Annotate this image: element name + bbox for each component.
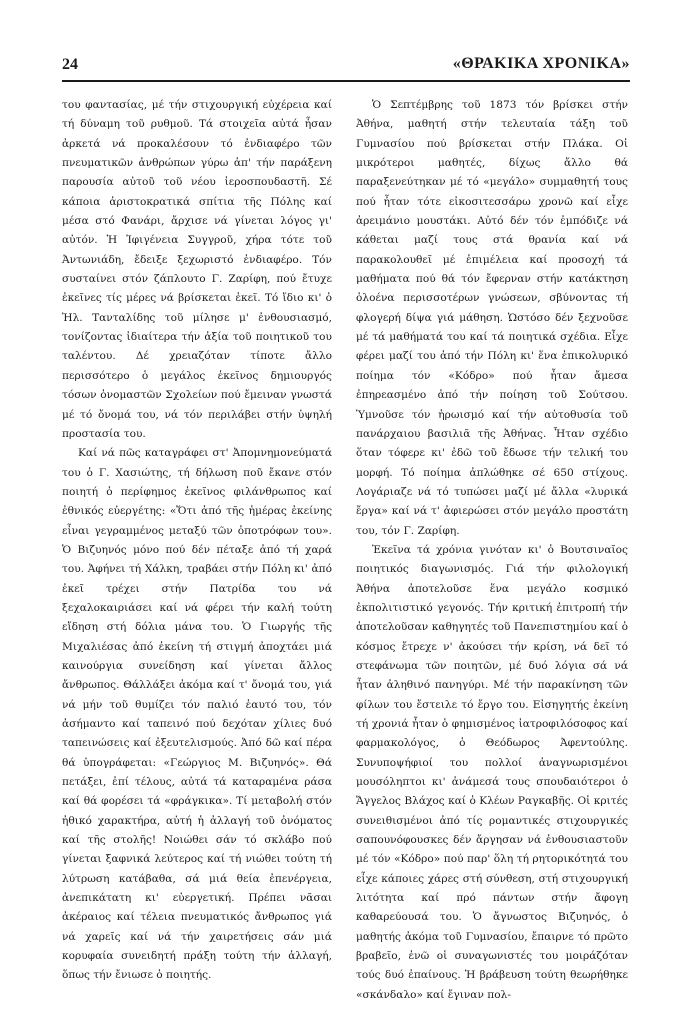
paragraph: Καί νά πῶς καταγράφει στ' Ἀπομνημονεύματά του ὁ Γ. Χασιώτης, τή δήλωση ποῦ ἔκανε στόν ποιητή ὁ περίφημος ἐκεῖνος φιλάνθρωπος καί ἐθνικός εὐεργέτης: «Ὅτι ἀπό τῆς ἡμέρας ἐκείνης εἶναι γεγραμμένος μεταξύ τῶν ὀποτρόφων του». Ὁ Βιζυηνός μόνο πού δέν πέταξε ἀπό τή χαρά του. Ἀφήνει τή Χάλκη, τραβάει στήν Πόλη κι' ἀπό ἐκεῖ τρέχει στήν Πατρίδα του νά ξεχαλοκαιριάσει καί νά φέρει τήν καλή τούτη εἴδηση στή δόλια μάνα του. Ὁ Γιωργής τῆς Μιχαλιέσας ἀπό ἐκείνη τή στιγμή ἀποχτάει μιά καινούργια συνείδηση καί γίνεται ἄλλος ἄνθρωπος. Θάλλάξει ἀκόμα καί τ' ὄνομά του, γιά νά μήν τοῦ θυμίζει τόν παλιό ἑαυτό του, τόν ἀσήμαντο καί ταπεινό πού δεχόταν χίλιες δυό ταπεινώσεις καί ἐξευτελισμούς. Ἀπό δῶ καί πέρα θά ὑπογράφεται: «Γεώργιος Μ. Βιζυηνός». Θά πετάξει, ἐπί τέλους, αὐτά τά καταραμένα ράσα καί θά φορέσει τά «φράγκικα». Τί μεταβολή στόν ἠθικό χαρακτήρα, αὐτή ἡ ἀλλαγή τοῦ ὀνόματος καί τῆς στολῆς! Νοιώθει σάν τό σκλάβο πού γίνεται ξαφνικά λεύτερος καί τή νιώθει τούτη τή λύτρωση κατάβαθα, σά μιά θεία ἐπενέργεια, ἀνεπικάτατη κι' εὐεργετική. Πρέπει νᾶσαι ἀκέραιος καί τέλεια πνευματικός ἄνθρωπος γιά νά χαρεῖς καί νά τήν χαιρετήσεις σάν μιά κορυφαία συνειδητή πράξη τούτη τήν ἀλλαγή, ὅπως τήν ἔνιωσε ὁ ποιητής. (62, 447, 332, 982)
page-header (62, 50, 630, 82)
paragraph: Ἐκεῖνα τά χρόνια γινόταν κι' ὁ Βουτσιναῖος ποιητικός διαγωνισμός. Γιά τήν φιλολογική Ἀθήνα ἀποτελοῦσε ἕνα μεγάλο κοσμικό ἐκπολιτιστικό γεγονός. Τήν κριτική ἐπιτροπή τήν ἀποτελοῦσαν καθηγητές τοῦ Πανεπιστημίου καί ὁ κόσμος ἔτρεχε ν' ἀκούσει τήν κρίση, νά δεῖ τό στεφάνωμα τῶν ποιητῶν, μέ δυό λόγια σά νά ἦταν ἀληθινό πανηγύρι. Μέ τήν παρακίνηση τῶν φίλων του ἔστειλε τό ἔργο του. Εἰσηγητής ἐκείνη τή χρονιά ἦταν ὁ φημισμένος ἰατροφιλόσοφος καί φαρμακολόγος, ὁ Θεόδωρος Ἀφεντούλης. Συνυποψήφιοί του πολλοί ἀναγνωρισμένοι μουσόληπτοι κι' ἀνάμεσά τους σπουδαιότεροι ὁ Ἄγγελος Βλάχος καί ὁ Κλέων Ραγκαβῆς. Οἱ κριτές συνειθισμένοι ἀπό τίς ρομαντικές στιχουργικές σαπουνόφουσκες δέν ἄργησαν νά ἐνθουσιαστοῦν μέ τόν «Κόδρο» πού παρ' ὅλη τή ρητορικότητά του εἶχε κάποιες χάρες στή σύνθεση, στή στιχουργική λιτότητα καί πρό πάντων στήν ἄφογη καθαρεύουσά του. Ὁ ἄγνωστος Βιζυηνός, ὁ μαθητής ἀκόμα τοῦ Γυμνασίου, ἔπαιρνε τό πρῶτο βραβεῖο, ἐνῶ οἱ συναγωνιστές του μοιράζόταν τούς δυό ἐπαίνους. Ἡ βράβευση τούτη θεωρήθηκε «σκάνδαλο» καί ἔγιναν πολ- (356, 543, 628, 1001)
page-number: 24 (62, 56, 78, 73)
left-column (62, 96, 332, 986)
paragraph: του φαντασίας, μέ τήν στιχουργική εὐχέρεια καί τή δύναμη τοῦ ρυθμοῦ. Τά στοιχεῖα αὐτά ἦσαν ἀρκετά νά προκαλέσουν τό ἐνδιαφέρο τῶν πνευματικῶν ἀνθρώπων γύρω ἀπ' τήν παράξενη παρουσία αὐτοῦ τοῦ νέου ἱεροσπουδαστῆ. Σέ κάποια ἀριστοκρατικά σπίτια τῆς Πόλης καί μέσα στό Φανάρι, ἄρχισε νά γίνεται λόγος γι' αὐτόν. Ἡ Ἰφιγένεια Συγγροῦ, χήρα τότε τοῦ Ἀντωνιάδη, ἔδειξε ξεχωριστό ἐνδιαφέρο. Τόν συσταίνει στόν ζάπλουτο Γ. Ζαρίφη, πού ἔτυχε ἐκεῖνες τίς μέρες νά βρίσκεται ἐκεῖ. Τό ἴδιο κι' ὁ Ἠλ. Τανταλίδης τοῦ μίλησε μ' ἐνθουσιασμό, τονίζοντας ἰδιαίτερα τήν ἀξία τοῦ ποιητικοῦ του ταλέντου. Δέ χρειαζόταν τίποτε ἄλλο περισσότερο ὁ μεγάλος ἐκεῖνος δημιουργός τόσων ὀνομαστῶν Σχολείων πού ἔμειναν γνωστά μέ τό ὄνομά του, νά τόν περιλάβει στήν ὑψηλή προστασία του. (62, 99, 332, 440)
paragraph: Ὁ Σεπτέμβρης τοῦ 1873 τόν βρίσκει στήν Ἀθήνα, μαθητή στήν τελευταία τάξη τοῦ Γυμνασίου πού βρίσκεται στήν Πλάκα. Οἱ μικρότεροι μαθητές, δίχως ἄλλο θά παραξενεύτηκαν μέ τό «μεγάλο» συμμαθητή τους πού ἦταν τότε εἰκοσιτεσσάρω χρονῶ καί εἶχε ἀρειμάνιο μουστάκι. Αὐτό δέν τόν ἐμπόδιζε νά κάθεται μαζί τους στά θρανία καί νά παρακολουθεῖ μέ ἐπιμέλεια καί προσοχή τά μαθήματα πού θά τόν ἔφερναν στήν κατάκτηση ὁλοένα περισσοτέρων γνώσεων, σβύνοντας τή φλογερή δίψα γιά μάθηση. Ὡστόσο δέν ξεχνοῦσε μέ τά μαθήματά του καί τά ποιητικά σχέδια. Εἶχε φέρει μαζί του ἀπό τήν Πόλη κι' ἕνα ἐπικολυρικό ποίημα τόν «Κόδρο» πού ἦταν ἄμεσα ἐπηρεασμένο ἀπό τήν ποίηση τοῦ Σούτσου. Ὑμνοῦσε τόν ἡρωισμό καί τήν αὐτοθυσία τοῦ πανάρχαιου βασιλιᾶ τῆς Ἀθήνας. Ἦταν σχέδιο ὅταν τόφερε κι' ἐδῶ τοῦ ἔδωσε τήν τελική του μορφή. Τό ποίημα ἀπλώθηκε σέ 650 στίχους. Λογάριαζε νά τό τυπώσει μαζί μέ ἄλλα «λυρικά ἔργα» καί νά τ' ἀφιερώσει στόν μεγάλο προστάτη του, τόν Γ. Ζαρίφη. (356, 99, 628, 537)
right-column (356, 96, 628, 1005)
running-title: «ΘΡΑΚΙΚΑ ΧΡΟΝΙΚΑ» (452, 55, 630, 72)
